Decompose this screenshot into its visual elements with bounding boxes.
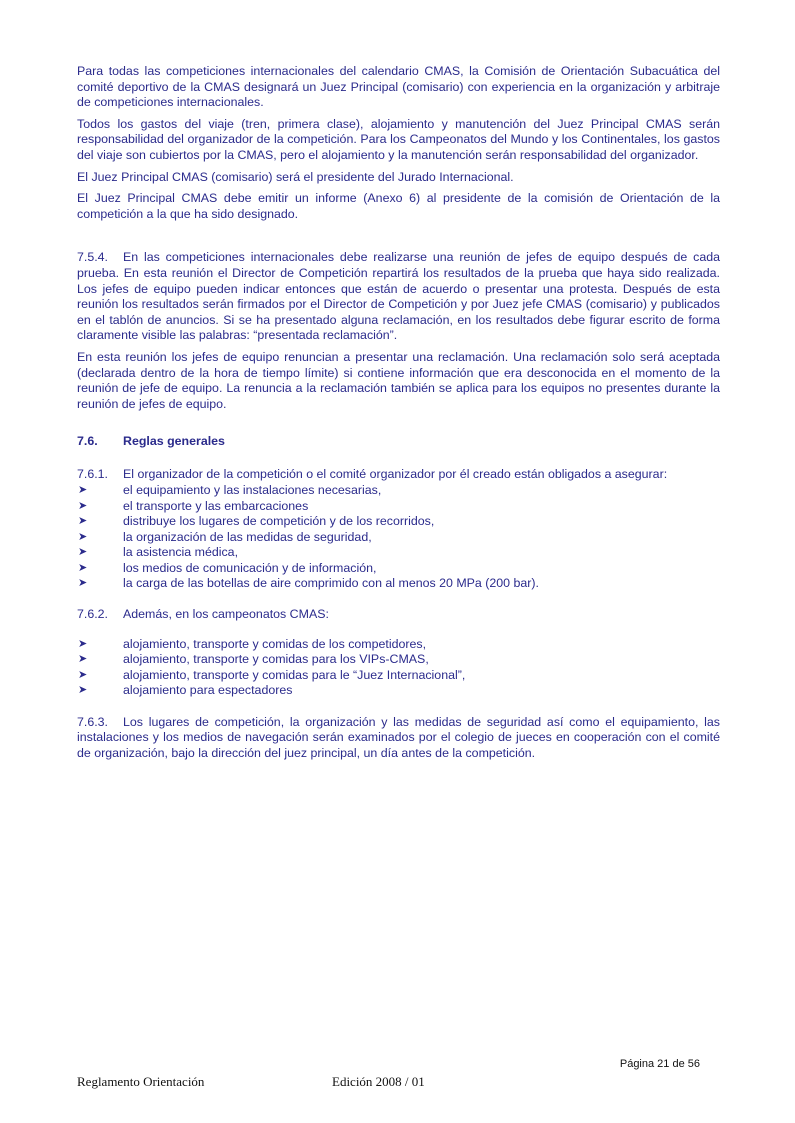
subsection-number: 7.6.1. [77,466,109,481]
page-number: Página 21 de 56 [619,1058,700,1070]
arrowhead-bullet-icon: ➤ [78,546,88,559]
edition-label: Edición 2008 / 01 [332,1074,425,1089]
subsection-number: 7.6.3. [77,714,109,729]
list-item [77,545,720,560]
list-item-text: la organización de las medidas de seguridad, [123,529,372,544]
document-name: Reglamento Orientación [77,1074,205,1089]
section-number: 7.5.4. [77,250,109,265]
list-item-text: alojamiento para espectadores [123,683,293,698]
section-7-5-4-followup: En esta reunión los jefes de equipo renuncian a presentar una reclamación. Una reclamación solo será aceptada (declarada dentro de la hora de tiempo límite) si contiene información que era desconocida en el momento de la reunión de jefe de equipo. La renuncia a la reclamación también se aplica para los equipos no presentes durante la reunión de jefes de equipo. [77,349,720,411]
subsection-number: 7.6.2. [77,607,109,622]
arrowhead-bullet-icon: ➤ [78,530,88,543]
heading-number: 7.6. [77,434,98,449]
section-heading-7-6 [77,434,720,450]
list-item-text: distribuye los lugares de competición y de los recorridos, [123,514,435,529]
list-item [77,499,720,514]
list-item-text: alojamiento, transporte y comidas para los VIPs-CMAS, [123,652,429,667]
list-item-text: la asistencia médica, [123,545,239,560]
section-7-5-4 [77,250,720,344]
bullet-list-7-6-1 [77,483,720,591]
arrowhead-bullet-icon: ➤ [78,576,88,589]
subsection-text: Además, en los campeonatos CMAS: [123,607,329,622]
subsection-7-6-3 [77,715,720,762]
section-text: En las competiciones internacionales debe realizarse una reunión de jefes de equipo después de cada prueba. En esta reunión el Director de Competición repartirá los resultados de la prueba que haya sido realizada. Los jefes de equipo pueden indicar entonces que están de acuerdo o presentar una protesta. Después de esta reunión los resultados serán firmados por el Director de Competición y por Juez jefe CMAS (comisario) y publicados en el tablón de anuncios. Si se ha presentado alguna reclamación, en los resultados debe figurar escrito de forma claramente visible las palabras: “presentada reclamación”. [77,250,720,343]
spacer [77,591,720,607]
list-item [77,530,720,545]
subsection-7-6-1-intro [77,467,720,483]
intro-paragraph-1: Para todas las competiciones internacionales del calendario CMAS, la Comisión de Orientación Subacuática del comité deportivo de la CMAS designará un Juez Principal (comisario) con experiencia en la organización y arbitraje de competiciones internacionales. [77,64,720,110]
arrowhead-bullet-icon: ➤ [78,668,88,681]
heading-title: Reglas generales [123,434,225,449]
list-item [77,683,720,698]
list-item [77,668,720,683]
list-item-text: el transporte y las embarcaciones [123,498,309,513]
list-item-text: la carga de las botellas de aire comprimido con al menos 20 MPa (200 bar). [123,575,539,590]
subsection-7-6-2-intro [77,607,720,623]
list-item [77,561,720,576]
list-item [77,514,720,529]
arrowhead-bullet-icon: ➤ [78,684,88,697]
arrowhead-bullet-icon: ➤ [78,653,88,666]
list-item-text: alojamiento, transporte y comidas de los competidores, [123,636,427,651]
spacer [77,418,720,434]
arrowhead-bullet-icon: ➤ [78,561,88,574]
arrowhead-bullet-icon: ➤ [78,637,88,650]
list-item [77,576,720,591]
spacer [77,699,720,715]
subsection-text: El organizador de la competición o el comité organizador por él creado están obligados a asegurar: [123,466,668,481]
arrowhead-bullet-icon: ➤ [78,484,88,497]
intro-paragraph-2: Todos los gastos del viaje (tren, primera clase), alojamiento y manutención del Juez Principal CMAS serán responsabilidad del organizador de la competición. Para los Campeonatos del Mundo y los Continentales, los gastos del viaje son cubiertos por la CMAS, pero el alojamiento y la manutención serán responsabilidad del organizador. [77,116,720,162]
arrowhead-bullet-icon: ➤ [78,515,88,528]
list-item [77,652,720,667]
spacer [77,228,720,250]
intro-paragraph-3: El Juez Principal CMAS (comisario) será el presidente del Jurado Internacional. [77,169,514,184]
arrowhead-bullet-icon: ➤ [78,499,88,512]
list-item-text: el equipamiento y las instalaciones necesarias, [123,483,382,498]
list-item-text: los medios de comunicación y de información, [123,560,377,575]
list-item [77,637,720,652]
list-item-text: alojamiento, transporte y comidas para le “Juez Internacional”, [123,667,466,682]
list-item [77,483,720,498]
document-page [77,64,720,767]
intro-paragraph-4: El Juez Principal CMAS debe emitir un informe (Anexo 6) al presidente de la comisión de Orientación de la competición a la que ha sido designado. [77,191,720,221]
bullet-list-7-6-2 [77,637,720,699]
subsection-text: Los lugares de competición, la organización y las medidas de seguridad así como el equipamiento, las instalaciones y los medios de navegación serán examinados por el colegio de jueces en cooperación con el comité de organización, bajo la dirección del juez principal, un día antes de la competición. [77,714,720,760]
